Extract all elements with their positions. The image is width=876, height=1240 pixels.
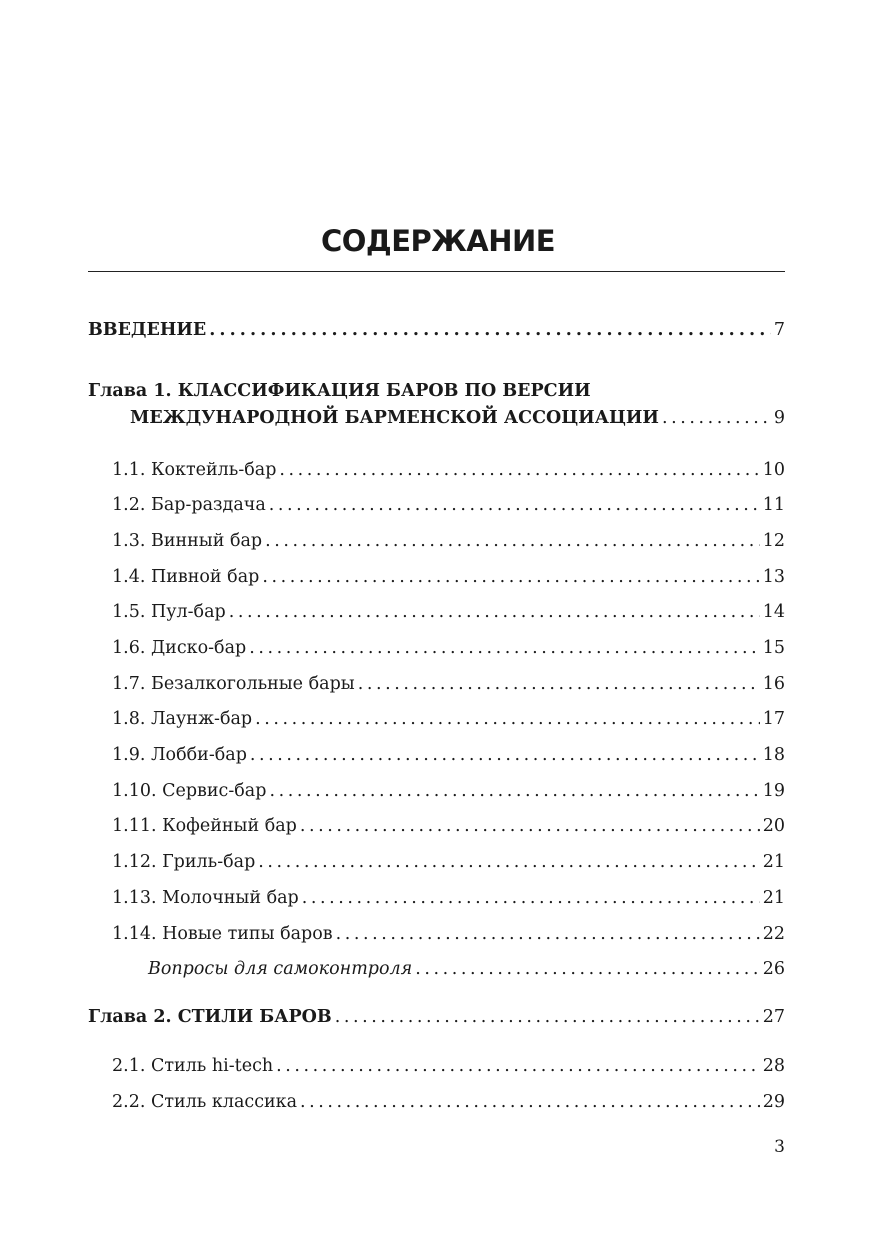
page-number: 3 bbox=[774, 1137, 785, 1157]
toc-entry-label: 1.7. Безалкогольные бары bbox=[112, 674, 355, 694]
dot-leader bbox=[302, 886, 760, 910]
toc-section-1-5[interactable] bbox=[112, 600, 785, 624]
toc-entry-label: 1.11. Кофейный бар bbox=[112, 816, 297, 836]
dot-leader bbox=[262, 565, 759, 589]
toc-section-2-1[interactable] bbox=[112, 1054, 785, 1078]
dot-leader bbox=[300, 1090, 760, 1114]
dot-leader bbox=[300, 814, 760, 838]
dot-leader bbox=[229, 600, 760, 624]
toc-entry-label: МЕЖДУНАРОДНОЙ БАРМЕНСКОЙ АССОЦИАЦИИ bbox=[130, 408, 659, 428]
dot-leader bbox=[265, 529, 760, 553]
dot-leader bbox=[335, 1005, 760, 1029]
dot-leader bbox=[358, 672, 760, 696]
toc-section-1-11[interactable] bbox=[112, 814, 785, 838]
toc-section-1-3[interactable] bbox=[112, 529, 785, 553]
title-divider bbox=[88, 271, 785, 272]
dot-leader bbox=[258, 850, 759, 874]
toc-entry-page: 14 bbox=[762, 602, 785, 622]
toc-section-2-2[interactable] bbox=[112, 1090, 785, 1114]
dot-leader bbox=[276, 1054, 760, 1078]
toc-entry-page: 13 bbox=[762, 567, 785, 587]
dot-leader bbox=[249, 636, 760, 660]
toc-section-1-12[interactable] bbox=[112, 850, 785, 874]
dot-leader bbox=[662, 406, 771, 430]
toc-entry-page: 21 bbox=[762, 852, 785, 872]
toc-entry-page: 10 bbox=[762, 460, 785, 480]
toc-entry-intro[interactable] bbox=[88, 318, 785, 342]
toc-section-1-13[interactable] bbox=[112, 886, 785, 910]
toc-section-1-10[interactable] bbox=[112, 779, 785, 803]
dot-leader bbox=[279, 458, 759, 482]
toc-entry-page: 16 bbox=[762, 674, 785, 694]
dot-leader bbox=[269, 779, 759, 803]
toc-chapter2-entry[interactable] bbox=[88, 1005, 785, 1029]
toc-entry-page: 29 bbox=[762, 1092, 785, 1112]
toc-chapter1-heading-line1[interactable]: Глава 1. КЛАССИФИКАЦИЯ БАРОВ ПО ВЕРСИИ bbox=[88, 381, 591, 401]
toc-entry-label: 1.8. Лаунж-бар bbox=[112, 709, 253, 729]
toc-entry-label: 1.6. Диско-бар bbox=[112, 638, 247, 658]
toc-section-1-6[interactable] bbox=[112, 636, 785, 660]
toc-entry-label: 2.2. Стиль классика bbox=[112, 1092, 298, 1112]
toc-entry-page: 22 bbox=[762, 924, 785, 944]
toc-entry-label: ВВЕДЕНИЕ bbox=[88, 320, 207, 340]
toc-entry-label: 1.5. Пул-бар bbox=[112, 602, 226, 622]
toc-entry-label: 1.10. Сервис-бар bbox=[112, 781, 267, 801]
toc-entry-page: 27 bbox=[762, 1007, 785, 1027]
toc-entry-label: 2.1. Стиль hi-tech bbox=[112, 1056, 274, 1076]
toc-section-1-8[interactable] bbox=[112, 707, 785, 731]
toc-entry-label: Глава 2. СТИЛИ БАРОВ bbox=[88, 1007, 332, 1027]
toc-entry-label: 1.3. Винный бар bbox=[112, 531, 263, 551]
toc-entry-page: 28 bbox=[762, 1056, 785, 1076]
toc-questions-entry[interactable] bbox=[148, 957, 785, 981]
toc-entry-page: 26 bbox=[762, 959, 785, 979]
toc-entry-page: 18 bbox=[762, 745, 785, 765]
dot-leader bbox=[269, 493, 760, 517]
toc-section-1-7[interactable] bbox=[112, 672, 785, 696]
toc-entry-label: 1.12. Гриль-бар bbox=[112, 852, 256, 872]
toc-entry-label: 1.4. Пивной бар bbox=[112, 567, 260, 587]
toc-entry-label: 1.1. Коктейль-бар bbox=[112, 460, 277, 480]
dot-leader bbox=[209, 318, 771, 342]
toc-entry-page: 15 bbox=[762, 638, 785, 658]
toc-entry-label: 1.13. Молочный бар bbox=[112, 888, 299, 908]
dot-leader bbox=[415, 957, 759, 981]
dot-leader bbox=[250, 743, 760, 767]
toc-entry-page: 12 bbox=[762, 531, 785, 551]
toc-entry-label: 1.2. Бар-раздача bbox=[112, 495, 266, 515]
toc-entry-page: 21 bbox=[762, 888, 785, 908]
dot-leader bbox=[255, 707, 760, 731]
toc-entry-page: 19 bbox=[762, 781, 785, 801]
page-title: СОДЕРЖАНИЕ bbox=[320, 224, 556, 258]
toc-entry-page: 17 bbox=[762, 709, 785, 729]
toc-section-1-1[interactable] bbox=[112, 458, 785, 482]
toc-chapter1-entry[interactable] bbox=[130, 406, 785, 430]
toc-section-1-4[interactable] bbox=[112, 565, 785, 589]
toc-entry-page: 9 bbox=[773, 408, 785, 428]
toc-section-1-2[interactable] bbox=[112, 493, 785, 517]
toc-entry-label: Вопросы для самоконтроля bbox=[148, 959, 413, 979]
toc-entry-page: 11 bbox=[762, 495, 785, 515]
toc-entry-label: 1.14. Новые типы баров bbox=[112, 924, 333, 944]
dot-leader bbox=[336, 922, 760, 946]
toc-section-1-9[interactable] bbox=[112, 743, 785, 767]
toc-entry-label: 1.9. Лобби-бар bbox=[112, 745, 247, 765]
toc-section-1-14[interactable] bbox=[112, 922, 785, 946]
toc-entry-page: 20 bbox=[762, 816, 785, 836]
toc-entry-page: 7 bbox=[773, 320, 785, 340]
